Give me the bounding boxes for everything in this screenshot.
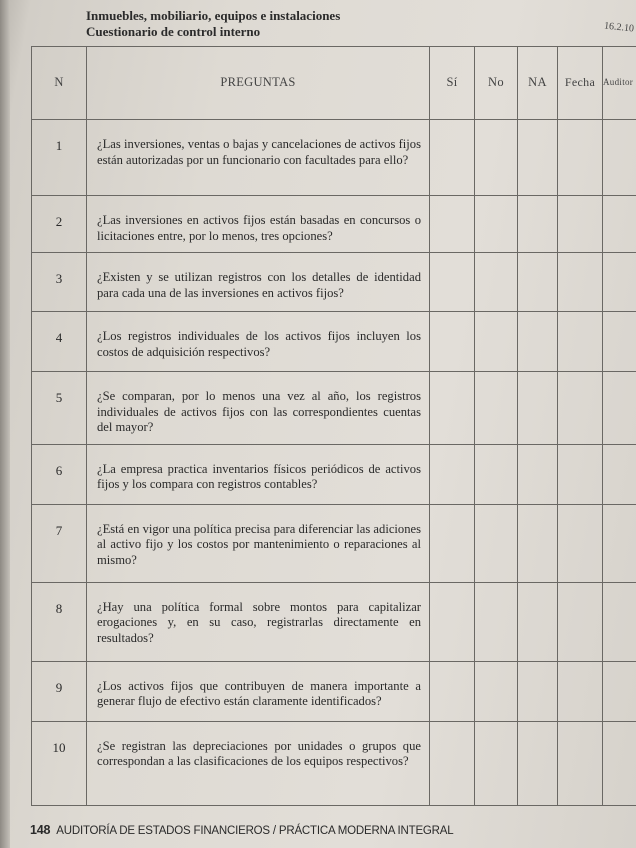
answer-si-cell[interactable] <box>430 312 475 372</box>
table-row <box>32 372 636 445</box>
answer-na-cell[interactable] <box>518 721 558 805</box>
answer-no-cell[interactable] <box>475 120 518 196</box>
answer-si-cell[interactable] <box>430 444 475 504</box>
row-number: 5 <box>32 372 87 445</box>
header-title: Inmuebles, mobiliario, equipos e instalaciones <box>86 8 341 23</box>
answer-si-cell[interactable] <box>430 372 475 445</box>
answer-na-cell[interactable] <box>518 582 558 661</box>
date-cell[interactable] <box>558 661 603 721</box>
table-row <box>32 196 636 253</box>
page-header <box>86 8 506 40</box>
row-number: 8 <box>32 582 87 661</box>
question-text: ¿La empresa practica inventarios físicos periódicos de activos fijos y los compara con registros contables? <box>87 444 430 504</box>
answer-si-cell[interactable] <box>430 504 475 582</box>
row-number: 2 <box>32 196 87 253</box>
row-number: 3 <box>32 253 87 312</box>
auditor-cell[interactable] <box>603 253 636 312</box>
col-header-na: NA <box>518 47 558 120</box>
question-text: ¿Se registran las depreciaciones por unidades o grupos que correspondan a las clasificaciones de los equipos respectivos? <box>87 721 430 805</box>
table-row <box>32 721 636 805</box>
question-text: ¿Está en vigor una política precisa para diferenciar las adiciones al activo fijo y los costos por mantenimiento o reparaciones al mismo? <box>87 504 430 582</box>
auditor-cell[interactable] <box>603 661 636 721</box>
answer-na-cell[interactable] <box>518 312 558 372</box>
answer-no-cell[interactable] <box>475 721 518 805</box>
date-cell[interactable] <box>558 582 603 661</box>
table-row <box>32 444 636 504</box>
col-header-fecha: Fecha <box>558 47 603 120</box>
answer-na-cell[interactable] <box>518 196 558 253</box>
answer-si-cell[interactable] <box>430 582 475 661</box>
question-text: ¿Existen y se utilizan registros con los detalles de identidad para cada una de las inversiones en activos fijos? <box>87 253 430 312</box>
book-title: AUDITORÍA DE ESTADOS FINANCIEROS / PRÁCTICA MODERNA INTEGRAL <box>56 825 454 837</box>
answer-no-cell[interactable] <box>475 582 518 661</box>
table-row <box>32 504 636 582</box>
auditor-cell[interactable] <box>603 504 636 582</box>
auditor-cell[interactable] <box>603 120 636 196</box>
row-number: 4 <box>32 312 87 372</box>
auditor-cell[interactable] <box>603 312 636 372</box>
date-cell[interactable] <box>558 312 603 372</box>
row-number: 7 <box>32 504 87 582</box>
auditor-cell[interactable] <box>603 196 636 253</box>
answer-na-cell[interactable] <box>518 444 558 504</box>
question-text: ¿Los activos fijos que contribuyen de manera importante a generar flujo de efectivo están claramente identificados? <box>87 661 430 721</box>
question-text: ¿Se comparan, por lo menos una vez al año, los registros individuales de activos fijos con las correspondientes cuentas del mayor? <box>87 372 430 445</box>
answer-si-cell[interactable] <box>430 721 475 805</box>
answer-no-cell[interactable] <box>475 661 518 721</box>
book-spine <box>0 0 10 848</box>
table-row <box>32 120 636 196</box>
date-cell[interactable] <box>558 253 603 312</box>
question-text: ¿Los registros individuales de los activos fijos incluyen los costos de adquisición respectivos? <box>87 312 430 372</box>
table-row <box>32 582 636 661</box>
col-header-no: No <box>475 47 518 120</box>
header-subtitle: Cuestionario de control interno <box>86 24 261 39</box>
questionnaire-table <box>31 46 636 806</box>
answer-si-cell[interactable] <box>430 120 475 196</box>
answer-si-cell[interactable] <box>430 196 475 253</box>
date-cell[interactable] <box>558 372 603 445</box>
answer-na-cell[interactable] <box>518 253 558 312</box>
date-cell[interactable] <box>558 504 603 582</box>
table-row <box>32 312 636 372</box>
page-number: 148 <box>30 823 51 837</box>
table-header-row <box>32 47 636 120</box>
col-header-auditor: Auditor <box>603 47 636 120</box>
table-row <box>32 253 636 312</box>
auditor-cell[interactable] <box>603 372 636 445</box>
col-header-si: Sí <box>430 47 475 120</box>
answer-no-cell[interactable] <box>475 504 518 582</box>
date-cell[interactable] <box>558 444 603 504</box>
answer-na-cell[interactable] <box>518 120 558 196</box>
row-number: 6 <box>32 444 87 504</box>
date-cell[interactable] <box>558 721 603 805</box>
date-cell[interactable] <box>558 120 603 196</box>
answer-no-cell[interactable] <box>475 312 518 372</box>
reference-code: 16.2.10 <box>603 20 635 35</box>
row-number: 10 <box>32 721 87 805</box>
answer-na-cell[interactable] <box>518 504 558 582</box>
page-footer <box>30 823 453 837</box>
answer-na-cell[interactable] <box>518 661 558 721</box>
row-number: 9 <box>32 661 87 721</box>
answer-no-cell[interactable] <box>475 444 518 504</box>
answer-no-cell[interactable] <box>475 196 518 253</box>
answer-no-cell[interactable] <box>475 372 518 445</box>
row-number: 1 <box>32 120 87 196</box>
question-text: ¿Las inversiones en activos fijos están basadas en concursos o licitaciones entre, por lo menos, tres opciones? <box>87 196 430 253</box>
question-text: ¿Hay una política formal sobre montos para capitalizar erogaciones y, en su caso, registrarlas directamente en resultados? <box>87 582 430 661</box>
auditor-cell[interactable] <box>603 721 636 805</box>
answer-no-cell[interactable] <box>475 253 518 312</box>
question-text: ¿Las inversiones, ventas o bajas y cancelaciones de activos fijos están autorizadas por un funcionario con facultades para ello? <box>87 120 430 196</box>
auditor-cell[interactable] <box>603 444 636 504</box>
answer-si-cell[interactable] <box>430 661 475 721</box>
answer-na-cell[interactable] <box>518 372 558 445</box>
col-header-preguntas: PREGUNTAS <box>87 47 430 120</box>
date-cell[interactable] <box>558 196 603 253</box>
answer-si-cell[interactable] <box>430 253 475 312</box>
table-row <box>32 661 636 721</box>
auditor-cell[interactable] <box>603 582 636 661</box>
col-header-n: N <box>32 47 87 120</box>
